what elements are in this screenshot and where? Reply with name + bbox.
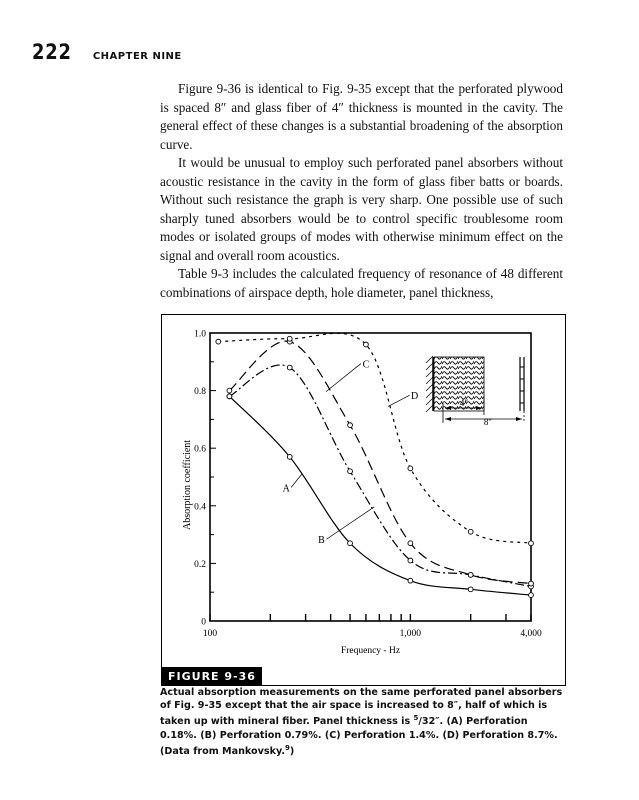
- body-text: [160, 80, 563, 302]
- page-number: 222: [32, 40, 72, 64]
- y-tick-label: 0: [201, 617, 206, 628]
- y-tick-label: 1.0: [194, 329, 206, 340]
- series-b-point: [408, 558, 413, 563]
- series-b-label: B: [318, 535, 325, 547]
- series-a-leader: [291, 474, 302, 487]
- series-a-point: [287, 454, 292, 459]
- series-c-leader: [326, 364, 361, 392]
- paragraph-1: Figure 9-36 is identical to Fig. 9-35 except that the perforated plywood is spaced 8″ and glass fiber of 4″ thickness is mounted in the cavity. The general effect of these changes is a substantial broadening of the absorption curve.: [160, 81, 563, 152]
- page-header: [32, 40, 182, 64]
- series-b-line: [229, 365, 531, 586]
- y-tick-label: 0.6: [194, 444, 206, 455]
- caption-text-3: ): [289, 746, 295, 758]
- paragraph-3: Table 9-3 includes the calculated frequency of resonance of 48 different combinations of airspace depth, hole diameter, panel thickness,: [160, 266, 563, 300]
- figure-9-36: [161, 314, 566, 686]
- series-c-label: C: [362, 359, 370, 371]
- series-a-point: [348, 541, 353, 546]
- series-c-point: [348, 423, 353, 428]
- x-axis-label: Frequency - Hz: [340, 646, 401, 656]
- series-c-line: [229, 341, 531, 583]
- x-tick-label: 100: [202, 629, 218, 639]
- chapter-title: CHAPTER NINE: [92, 51, 182, 62]
- paragraph-2: It would be unusual to employ such perforated panel absorbers without acoustic resistance in the cavity in the form of glass fiber batts or boards. Without such resistance the graph is very sharp. One possible use of such sharply tuned absorbers would be to control specific troublesome room modes or isolated groups of modes with otherwise minimum effect on the signal and overall room acoustics.: [160, 155, 563, 263]
- y-axis-label: Absorption coefficient: [182, 439, 193, 531]
- caption-frac-den: /32″: [418, 716, 440, 728]
- caption-text-2: . (A) Perforation 0.18%. (B) Perforation 0.79%. (C) Perforation 1.4%. (D) Perforation 8.7%. (Data from Mankovsky.: [160, 716, 558, 758]
- inset-dim-4in: 4″: [459, 398, 469, 408]
- series-b-point: [348, 469, 353, 474]
- figure-label: FIGURE 9-36: [162, 667, 262, 685]
- series-c-point: [227, 388, 232, 393]
- series-b-point: [287, 365, 292, 370]
- x-tick-label: 4,000: [520, 629, 542, 639]
- series-d-point: [468, 529, 473, 534]
- series-c-point: [529, 581, 534, 586]
- absorption-chart: [162, 315, 565, 685]
- series-c-point: [468, 573, 473, 578]
- series-a-point: [529, 593, 534, 598]
- series-d-point: [364, 342, 369, 347]
- series-d-point: [529, 541, 534, 546]
- series-d-point: [287, 336, 292, 341]
- caption-ref: 9: [284, 744, 290, 752]
- caption-frac-num: 5: [413, 714, 419, 723]
- series-d-leader: [388, 395, 409, 406]
- y-tick-label: 0.2: [194, 559, 206, 570]
- series-d-point: [408, 466, 413, 471]
- y-tick-label: 0.4: [194, 502, 206, 513]
- series-a-label: A: [282, 483, 290, 495]
- series-d-label: D: [410, 391, 419, 403]
- x-tick-label: 1,000: [399, 629, 422, 639]
- series-a-point: [408, 578, 413, 583]
- y-tick-label: 0.8: [194, 387, 206, 398]
- figure-caption: [160, 686, 566, 758]
- inset-dim-8in: 8″: [483, 417, 493, 427]
- construction-inset: [426, 356, 524, 427]
- series-b-point: [227, 394, 232, 399]
- caption-text-1: Actual absorption measurements on the same perforated panel absorbers of Fig. 9-35 except that the air space is increased to 8″, half of which is taken up with mineral fiber. Panel thickness is: [160, 687, 563, 728]
- series-a-point: [468, 587, 473, 592]
- series-d-point: [216, 339, 221, 344]
- series-c-point: [408, 541, 413, 546]
